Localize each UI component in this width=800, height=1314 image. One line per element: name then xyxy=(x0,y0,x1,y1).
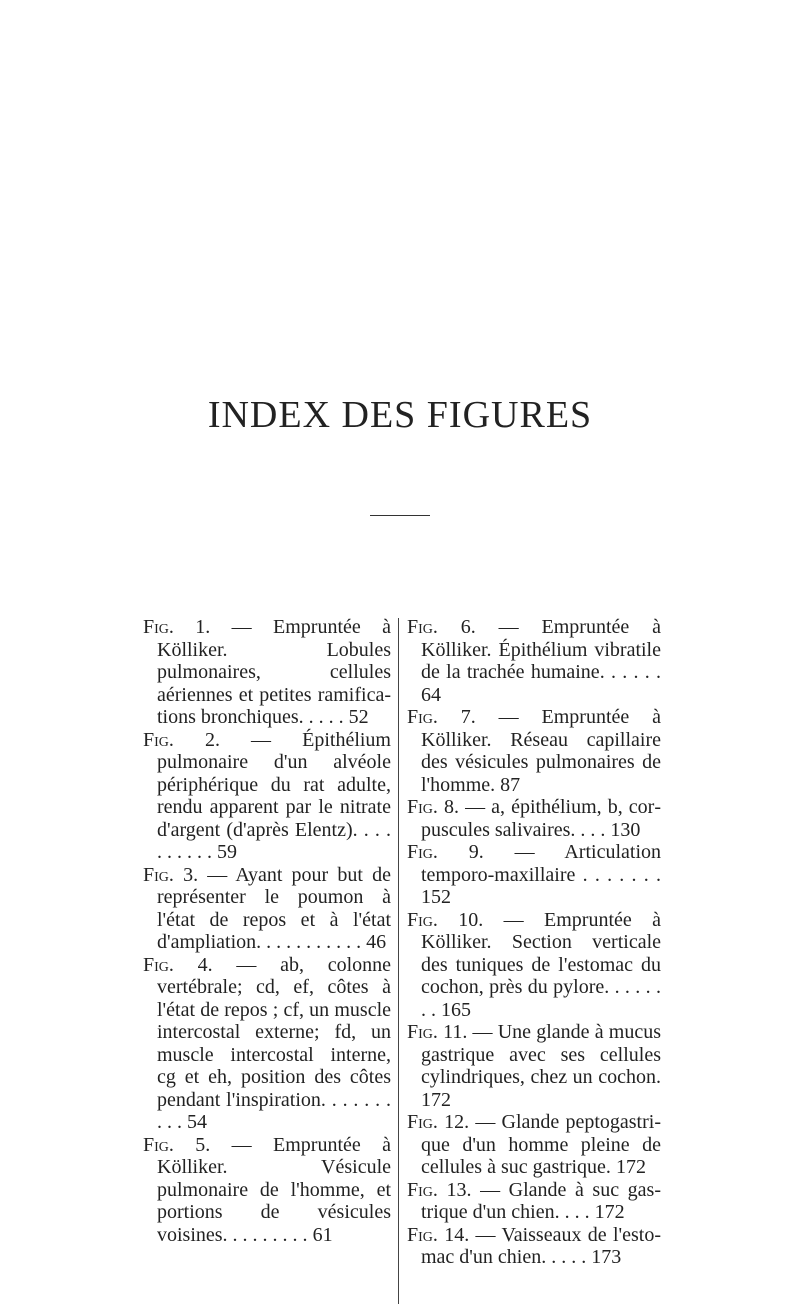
index-entry xyxy=(407,1224,661,1269)
figure-number: Fig. 11. xyxy=(407,1021,468,1043)
index-entry xyxy=(407,796,661,841)
figure-number: Fig. 8. xyxy=(407,796,459,818)
figure-number: Fig. 2. xyxy=(143,728,220,751)
entry-text: — Épithélium pulmonaire d'un alvéole périphérique du rat adulte, rendu apparent par le nitrate d'argent (d'après Elentz). . . . . . . . . . xyxy=(157,728,391,863)
entry-text: — ab, colonne vertébrale; cd, ef, côtes à l'état de repos ; cf, un muscle intercostal externe; fd, un muscle intercostal interne, cg et eh, position des côtes pendant l'inspiration. . . . . . . . . . xyxy=(157,953,391,1133)
index-entry xyxy=(143,954,391,1134)
page-number: 172 xyxy=(421,1088,451,1111)
entry-text: — Empruntée à Kölliker. Lobules pulmonaires, cellules aériennes et petites ramifications bronchiques. . . . . xyxy=(157,616,391,728)
column-divider xyxy=(398,618,399,1304)
entry-text: — Empruntée à Kölliker. Épithélium vibratile de la trachée humaine. . . . . . xyxy=(421,616,661,683)
title-rule xyxy=(370,515,430,516)
figure-number: Fig. 5. xyxy=(143,1133,211,1156)
figure-number: Fig. 7. xyxy=(407,706,476,728)
page-number: 172 xyxy=(594,1201,625,1223)
page-number: 52 xyxy=(348,706,369,728)
figure-number: Fig. 6. xyxy=(407,616,476,638)
page-number: 87 xyxy=(500,773,521,796)
page-title: INDEX DES FIGURES xyxy=(207,394,593,437)
page-number: 130 xyxy=(610,818,641,841)
index-entry xyxy=(407,909,661,1022)
index-entry xyxy=(407,1179,661,1224)
index-entry xyxy=(407,841,661,909)
left-column xyxy=(143,616,391,1246)
index-entry xyxy=(407,1021,661,1111)
figure-number: Fig. 10. xyxy=(407,908,484,931)
index-entry xyxy=(407,616,661,706)
page-number: 172 xyxy=(615,1156,646,1178)
index-entry xyxy=(143,616,391,729)
page-number: 165 xyxy=(441,998,471,1021)
index-entry xyxy=(407,1111,661,1179)
right-column xyxy=(407,616,661,1269)
page-number: 61 xyxy=(312,1223,333,1246)
figure-number: Fig. 4. xyxy=(143,953,213,976)
entry-text: — Articulation temporo-maxillaire . . . . . . . xyxy=(421,841,661,886)
entry-text: — Empruntée à Kölliker. Vésicule pulmonaire de l'homme, et portions de vésicules voisines. . . . . . . . . xyxy=(157,1133,391,1246)
figure-number: Fig. 3. xyxy=(143,863,199,886)
page-number: 173 xyxy=(591,1246,622,1268)
page-number: 46 xyxy=(366,931,387,953)
page-number: 54 xyxy=(187,1111,207,1133)
entry-text: — Empruntée à Kölliker. Réseau capillaire des vésicules pulmonaires de l'homme. xyxy=(421,706,661,796)
figure-number: Fig. 1. xyxy=(143,616,211,638)
page-number: 152 xyxy=(421,886,451,908)
index-entry xyxy=(143,729,391,864)
figure-number: Fig. 9. xyxy=(407,841,484,863)
entry-text: — Empruntée à Kölliker. Section verticale des tuniques de l'estomac du cochon, près du pylore. . . . . . . . xyxy=(421,908,661,1021)
figure-number: Fig. 14. xyxy=(407,1223,470,1246)
page-number: 64 xyxy=(421,683,441,706)
figure-number: Fig. 13. xyxy=(407,1178,472,1201)
entry-text: — a, épithélium, b, corpuscules salivaires. . . . xyxy=(421,796,661,841)
figure-number: Fig. 12. xyxy=(407,1111,470,1133)
entry-text: — Glande peptogastrique d'un homme pleine de cellules à suc gastrique. xyxy=(421,1111,662,1178)
entry-text: — Glande à suc gastrique d'un chien. . . . xyxy=(421,1178,661,1223)
entry-text: — Vaisseaux de l'estomac d'un chien. . . . . xyxy=(421,1223,662,1268)
entry-text: — Ayant pour but de représenter le poumon à l'état de repos et à l'état d'ampliation. . . . . . . . . . . xyxy=(157,863,392,953)
index-entry xyxy=(143,864,391,954)
page-number: 59 xyxy=(217,841,237,863)
index-entry xyxy=(407,706,661,796)
index-entry xyxy=(143,1134,391,1247)
entry-text: — Une glande à mucus gastrique avec ses cellules cylindriques, chez un cochon. xyxy=(421,1021,661,1088)
